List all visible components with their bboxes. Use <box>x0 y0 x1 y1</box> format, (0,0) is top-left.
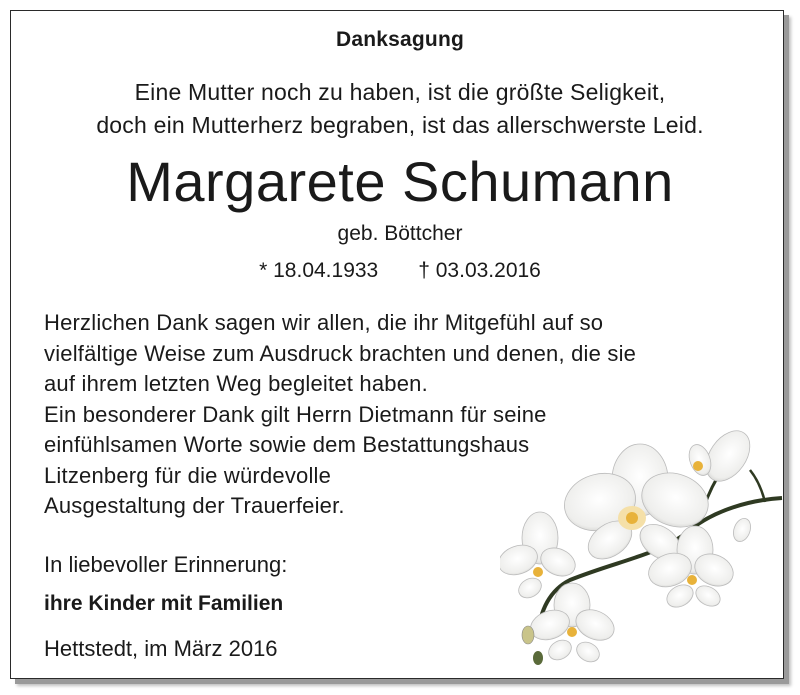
thanks-line: Ausgestaltung der Trauerfeier. <box>44 493 345 518</box>
life-dates <box>0 257 800 285</box>
death-date: † 03.03.2016 <box>418 259 541 282</box>
heading: Danksagung <box>335 28 465 51</box>
signatories: ihre Kinder mit Familien <box>44 592 284 615</box>
thanks-line: Herzlichen Dank sagen wir allen, die ihr Mitgefühl auf so <box>44 310 604 335</box>
deceased-name: Margarete Schumann <box>126 150 674 213</box>
thanks-line: einfühlsamen Worte sowie dem Bestattungshaus <box>44 432 530 457</box>
poem <box>0 76 800 142</box>
thanks-line: Litzenberg für die würdevolle <box>44 462 332 488</box>
poem-line: doch ein Mutterherz begraben, ist das allerschwerste Leid. <box>96 112 704 138</box>
memory-line: In liebevoller Erinnerung: <box>44 552 288 577</box>
poem-line: Eine Mutter noch zu haben, ist die größte Seligkeit, <box>134 79 666 105</box>
place-date: Hettstedt, im März 2016 <box>44 636 278 661</box>
thanks-line: vielfältige Weise zum Ausdruck brachten und denen, die sie <box>44 340 637 366</box>
thanks-line: Ein besonderer Dank gilt Herrn Dietmann für seine <box>44 401 547 427</box>
orchid-icon <box>500 420 785 670</box>
birth-date: * 18.04.1933 <box>259 259 379 282</box>
maiden-name: geb. Böttcher <box>337 222 463 245</box>
thanks-line: auf ihrem letzten Weg begleitet haben. <box>44 371 428 396</box>
